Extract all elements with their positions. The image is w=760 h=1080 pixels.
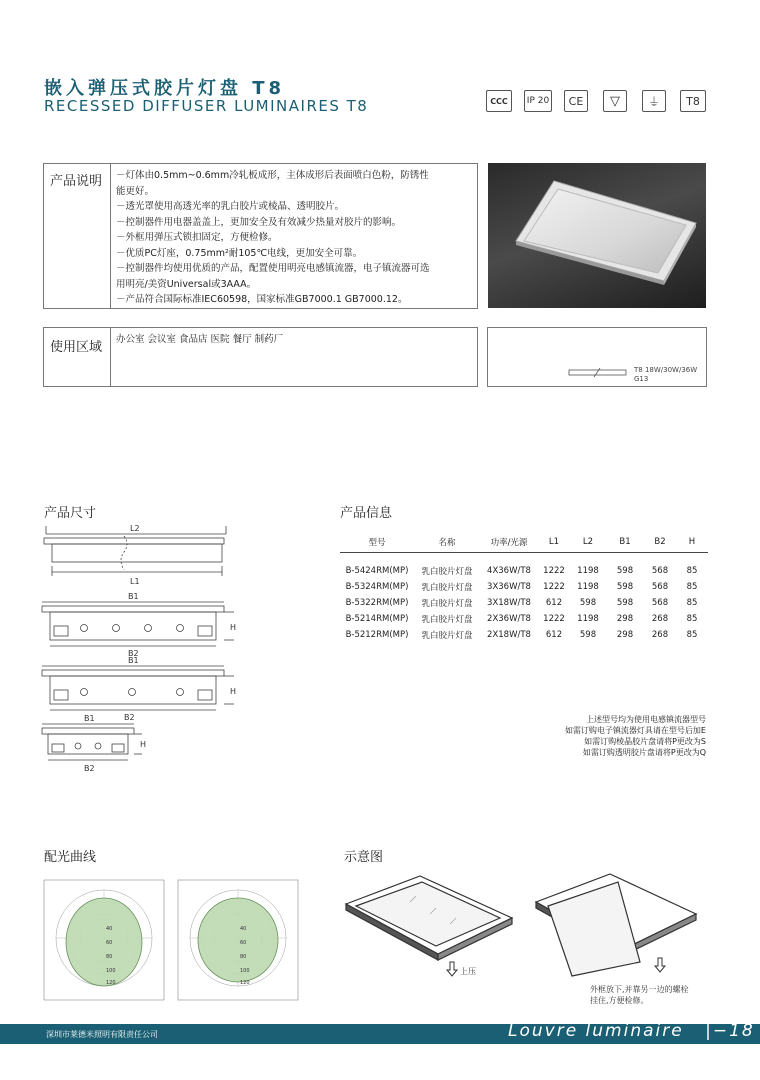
cell: 3X18W/T8 (487, 598, 531, 608)
cell: 568 (651, 566, 669, 576)
page-title-en: RECESSED DIFFUSER LUMINAIRES T8 (44, 97, 369, 115)
ring-label: 100 (240, 968, 250, 974)
dim-label-b1-3: B1 (84, 714, 95, 723)
light-distribution-curves (40, 872, 312, 1008)
drop-caption-line2: 挂住,方便检修。 (590, 996, 649, 1005)
note-line: 如需订购棱晶胶片盘请将P更改为S (584, 737, 706, 746)
desc-line: －透光罩使用高透光率的乳白胶片或棱晶、透明胶片。 (116, 201, 345, 212)
col-header: B1 (606, 536, 644, 553)
description-label: 产品说明 (50, 174, 103, 189)
cell: B-5324RM(MP) (345, 582, 409, 592)
dim-label-b1-1: B1 (128, 592, 139, 601)
cell: 85 (686, 582, 698, 592)
desc-line: －外框用弹压式锁扣固定，方便检修。 (116, 232, 278, 243)
ring-label: 40 (106, 926, 113, 932)
note-line: 如需订购电子镇流器灯具请在型号后加E (564, 726, 706, 735)
cell: B-5424RM(MP) (345, 566, 409, 576)
dim-label-l1: L1 (130, 577, 140, 586)
cell: 568 (651, 598, 669, 608)
lamp-box (487, 327, 707, 387)
dim-label-b2-2: B2 (124, 713, 135, 722)
t8-tube-icon (568, 368, 628, 378)
cell: 1222 (543, 582, 565, 592)
desc-line: －灯体由0.5mm~0.6mm冷轧板成形，主体成形后表面喷白色粉，防锈性 (116, 170, 429, 181)
description-text (116, 168, 472, 308)
usage-label: 使用区域 (50, 340, 103, 355)
cell: 乳白胶片灯盘 (421, 567, 473, 577)
cell: 612 (545, 598, 563, 608)
ring-label: 40 (240, 926, 247, 932)
cell: B-5322RM(MP) (345, 598, 409, 608)
ground-mark-icon: ⏚ (642, 90, 666, 112)
cell: 85 (686, 630, 698, 640)
dim-label-h-2: H (230, 687, 237, 696)
cell: 268 (651, 630, 669, 640)
desc-line: －控制器件用电器盖盖上，更加安全及有效减少热量对胶片的影响。 (116, 216, 402, 228)
cell: 1198 (577, 566, 599, 576)
dimensions-heading: 产品尺寸 (44, 506, 97, 521)
cell: 85 (686, 566, 698, 576)
description-box (43, 163, 478, 309)
install-diagram (340, 866, 720, 1006)
cell: 598 (616, 582, 634, 592)
cell: 612 (545, 630, 563, 640)
ip-rating-badge: IP 20 (524, 90, 552, 112)
col-header: B2 (644, 536, 676, 553)
cell: 2X36W/T8 (487, 614, 531, 624)
cell: 298 (616, 614, 634, 624)
drop-arrow-icon (655, 958, 665, 972)
cell: B-5212RM(MP) (345, 630, 409, 640)
desc-line: －控制器件均使用优质的产品，配置使用明亮电感镇流器，电子镇流器可选 (116, 263, 430, 274)
t8-mark-badge: T8 (680, 90, 706, 112)
col-header: H (676, 536, 708, 553)
usage-label-cell (44, 328, 111, 386)
table-header-row (340, 536, 708, 553)
cell: 268 (651, 614, 669, 624)
polar-chart-2 (178, 880, 298, 1000)
table-row (340, 595, 708, 611)
product-info-heading: 产品信息 (340, 506, 393, 521)
footer-page-number: |−18 (705, 1021, 755, 1041)
ring-label: 60 (106, 940, 113, 946)
product-info-table (340, 536, 708, 643)
col-header: 名称 (414, 536, 480, 553)
dim-label-b2-3: B2 (84, 764, 95, 773)
product-notes (500, 714, 706, 758)
table-row (340, 627, 708, 643)
cell: 85 (686, 614, 698, 624)
cell: 85 (686, 598, 698, 608)
cell: 4X36W/T8 (487, 566, 531, 576)
cell: 1222 (543, 614, 565, 624)
usage-text: 办公室 会议室 食品店 医院 餐厅 制药厂 (116, 334, 284, 345)
desc-line: 用明亮/美资Universal或3AAA。 (116, 278, 257, 290)
ring-label: 80 (240, 954, 247, 960)
luminaire-photo-illustration (488, 163, 706, 308)
footer-series (508, 1021, 755, 1041)
drop-caption-line1: 外框放下,并靠另一边的螺栓 (590, 985, 689, 994)
col-header: L1 (538, 536, 570, 553)
dim-label-h-1: H (230, 623, 237, 632)
product-photo (488, 163, 706, 308)
f-mark-icon: ▽ (603, 90, 627, 112)
ring-label: 120 (106, 980, 116, 986)
ccc-mark-icon: CCC (486, 90, 512, 112)
cell: 乳白胶片灯盘 (421, 631, 473, 641)
cell: 1198 (577, 582, 599, 592)
col-header: 型号 (340, 536, 414, 553)
press-arrow-icon (447, 962, 457, 976)
note-line: 如需订购透明胶片盘请将P更改为Q (582, 748, 706, 757)
page-title-cn: 嵌入弹压式胶片灯盘 T8 (44, 78, 286, 99)
lamp-spec-power: T8 18W/30W/36W (634, 366, 698, 374)
cell: 乳白胶片灯盘 (421, 615, 473, 625)
cell: 598 (616, 598, 634, 608)
diagram-heading: 示意图 (344, 850, 384, 865)
usage-box (43, 327, 478, 387)
col-header: 功率/光源 (480, 536, 538, 553)
cell: 568 (651, 582, 669, 592)
desc-line: －产品符合国际标准IEC60598，国家标准GB7000.1 GB7000.12。 (116, 294, 408, 305)
ce-mark-icon: CE (564, 90, 588, 112)
dim-label-l2: L2 (130, 524, 140, 533)
ring-label: 60 (240, 940, 247, 946)
cell: 598 (579, 598, 597, 608)
cell: 3X36W/T8 (487, 582, 531, 592)
note-line: 上述型号均为使用电感镇流器型号 (586, 715, 706, 724)
lamp-spec-base: G13 (634, 375, 649, 383)
table-row (340, 563, 708, 579)
dim-label-b1-2: B1 (128, 656, 139, 665)
dim-label-b2-1: B2 (128, 649, 139, 658)
lamp-spec (634, 366, 697, 384)
col-header: L2 (570, 536, 606, 553)
footer-company: 深圳市莱德米照明有限责任公司 (46, 1030, 158, 1039)
description-label-cell (44, 164, 111, 308)
footer-series-name: Louvre luminaire (508, 1021, 684, 1041)
press-caption: 上压 (460, 967, 476, 976)
table-row (340, 579, 708, 595)
desc-line: －优质PC灯座，0.75mm²耐105℃电线，更加安全可靠。 (116, 247, 363, 259)
cell: 2X18W/T8 (487, 630, 531, 640)
ring-label: 80 (106, 954, 113, 960)
ring-label: 100 (106, 968, 116, 974)
cell: B-5214RM(MP) (345, 614, 409, 624)
polar-chart-1 (44, 880, 164, 1000)
cell: 1198 (577, 614, 599, 624)
cell: 298 (616, 630, 634, 640)
cell: 乳白胶片灯盘 (421, 583, 473, 593)
cell: 1222 (543, 566, 565, 576)
table-row (340, 611, 708, 627)
light-distribution-heading: 配光曲线 (44, 850, 97, 865)
ring-label: 120 (240, 980, 250, 986)
cell: 乳白胶片灯盘 (421, 599, 473, 609)
dimension-drawings (38, 522, 248, 777)
dim-label-h-3: H (140, 740, 147, 749)
cell: 598 (579, 630, 597, 640)
cell: 598 (616, 566, 634, 576)
desc-line: 能更好。 (116, 185, 155, 197)
